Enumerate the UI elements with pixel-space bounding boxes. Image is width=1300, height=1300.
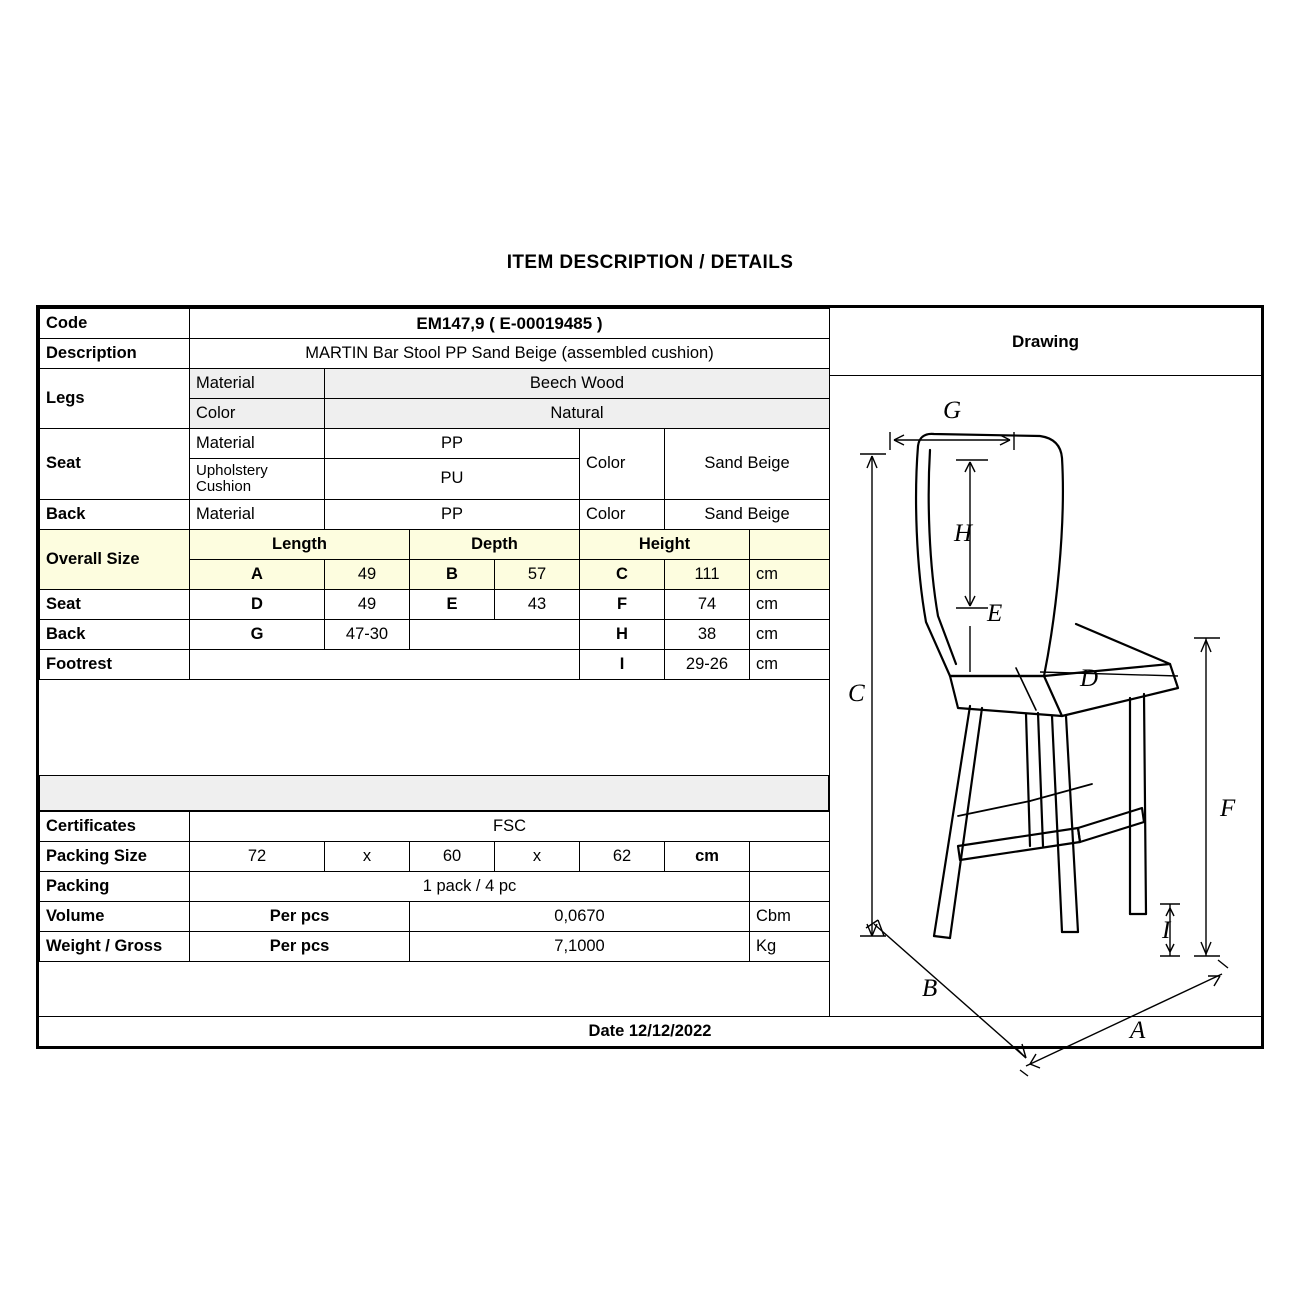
back-dims-length-value: 47-30: [325, 619, 410, 649]
legs-material-label: Material: [190, 369, 325, 399]
legs-color-value: Natural: [325, 399, 830, 429]
table-separator-row: [39, 775, 829, 811]
table-row-description: [40, 339, 830, 369]
seat-label: Seat: [40, 429, 190, 500]
back-dims-label: Back: [40, 619, 190, 649]
back-color-value: Sand Beige: [665, 499, 830, 529]
weight-per: Per pcs: [190, 932, 410, 962]
seat-material-value: PP: [325, 429, 580, 459]
overall-length-value: 49: [325, 559, 410, 589]
drawing-panel: [829, 376, 1261, 1044]
overall-unit-spacer: [750, 529, 830, 559]
back-dims-height-value: 38: [665, 619, 750, 649]
packing-size-x2: x: [495, 842, 580, 872]
seat-dims-length-value: 49: [325, 589, 410, 619]
seat-dims-label: Seat: [40, 589, 190, 619]
dim-label-c: C: [848, 680, 865, 707]
weight-unit: Kg: [750, 932, 830, 962]
overall-size-label: Overall Size: [40, 529, 190, 589]
back-dims-depth-empty: [410, 619, 580, 649]
dim-label-i: I: [1162, 917, 1171, 944]
dim-label-b: B: [922, 975, 938, 1002]
volume-unit: Cbm: [750, 902, 830, 932]
table-row-packing: [40, 872, 830, 902]
overall-depth-code: B: [410, 559, 495, 589]
volume-value: 0,0670: [410, 902, 750, 932]
overall-depth-header: Depth: [410, 529, 580, 559]
seat-upholstery-label: Upholstery Cushion: [190, 459, 325, 500]
table-row-code: [40, 309, 830, 339]
seat-dims-depth-value: 43: [495, 589, 580, 619]
volume-label: Volume: [40, 902, 190, 932]
back-color-label: Color: [580, 499, 665, 529]
dim-label-h: H: [954, 520, 973, 547]
overall-depth-value: 57: [495, 559, 580, 589]
table-row-seat-material: [40, 429, 830, 459]
seat-upholstery-value: PU: [325, 459, 580, 500]
footrest-label: Footrest: [40, 649, 190, 679]
seat-color-label: Color: [580, 429, 665, 500]
packing-table: [39, 811, 830, 962]
legs-material-value: Beech Wood: [325, 369, 830, 399]
packing-size-length: 72: [190, 842, 325, 872]
table-row-legs-material: [40, 369, 830, 399]
certificates-value: FSC: [190, 812, 830, 842]
overall-unit: cm: [750, 559, 830, 589]
table-row-overall-headers: [40, 529, 830, 559]
weight-value: 7,1000: [410, 932, 750, 962]
seat-dims-length-code: D: [190, 589, 325, 619]
packing-spacer: [750, 872, 830, 902]
seat-dims-unit: cm: [750, 589, 830, 619]
table-row-certificates: [40, 812, 830, 842]
overall-height-code: C: [580, 559, 665, 589]
packing-value: 1 pack / 4 pc: [190, 872, 750, 902]
drawing-header: Drawing: [829, 308, 1261, 376]
table-row-footrest: [40, 649, 830, 679]
packing-size-spacer: [750, 842, 830, 872]
specification-table: [39, 308, 830, 680]
seat-material-label: Material: [190, 429, 325, 459]
table-row-back-dimensions: [40, 619, 830, 649]
date-row: Date 12/12/2022: [39, 1016, 1261, 1046]
overall-height-value: 111: [665, 559, 750, 589]
seat-dims-height-value: 74: [665, 589, 750, 619]
description-label: Description: [40, 339, 190, 369]
dim-label-f: F: [1220, 795, 1236, 822]
dim-label-d: D: [1080, 665, 1099, 692]
packing-size-unit: cm: [665, 842, 750, 872]
back-dims-height-code: H: [580, 619, 665, 649]
footrest-unit: cm: [750, 649, 830, 679]
footrest-height-code: I: [580, 649, 665, 679]
table-row-back-material: [40, 499, 830, 529]
overall-length-code: A: [190, 559, 325, 589]
volume-per: Per pcs: [190, 902, 410, 932]
code-value: EM147,9 ( E-00019485 ): [190, 309, 830, 339]
legs-label: Legs: [40, 369, 190, 429]
packing-size-label: Packing Size: [40, 842, 190, 872]
bar-stool-technical-drawing: [830, 376, 1262, 1044]
certificates-label: Certificates: [40, 812, 190, 842]
back-material-value: PP: [325, 499, 580, 529]
table-row-volume: [40, 902, 830, 932]
dim-label-e: E: [987, 600, 1003, 627]
legs-color-label: Color: [190, 399, 325, 429]
dim-label-g: G: [943, 397, 962, 424]
seat-dims-height-code: F: [580, 589, 665, 619]
packing-size-x1: x: [325, 842, 410, 872]
dim-label-a: A: [1130, 1017, 1146, 1044]
overall-height-header: Height: [580, 529, 750, 559]
description-value: MARTIN Bar Stool PP Sand Beige (assembled cushion): [190, 339, 830, 369]
back-label: Back: [40, 499, 190, 529]
table-row-packing-size: [40, 842, 830, 872]
seat-color-value: Sand Beige: [665, 429, 830, 500]
table-row-weight: [40, 932, 830, 962]
footrest-empty: [190, 649, 580, 679]
back-dims-length-code: G: [190, 619, 325, 649]
table-row-seat-dimensions: [40, 589, 830, 619]
back-dims-unit: cm: [750, 619, 830, 649]
packing-size-height: 62: [580, 842, 665, 872]
footrest-height-value: 29-26: [665, 649, 750, 679]
code-label: Code: [40, 309, 190, 339]
packing-label: Packing: [40, 872, 190, 902]
overall-length-header: Length: [190, 529, 410, 559]
page-title: ITEM DESCRIPTION / DETAILS: [506, 252, 794, 273]
weight-label: Weight / Gross: [40, 932, 190, 962]
seat-dims-depth-code: E: [410, 589, 495, 619]
back-material-label: Material: [190, 499, 325, 529]
packing-size-width: 60: [410, 842, 495, 872]
